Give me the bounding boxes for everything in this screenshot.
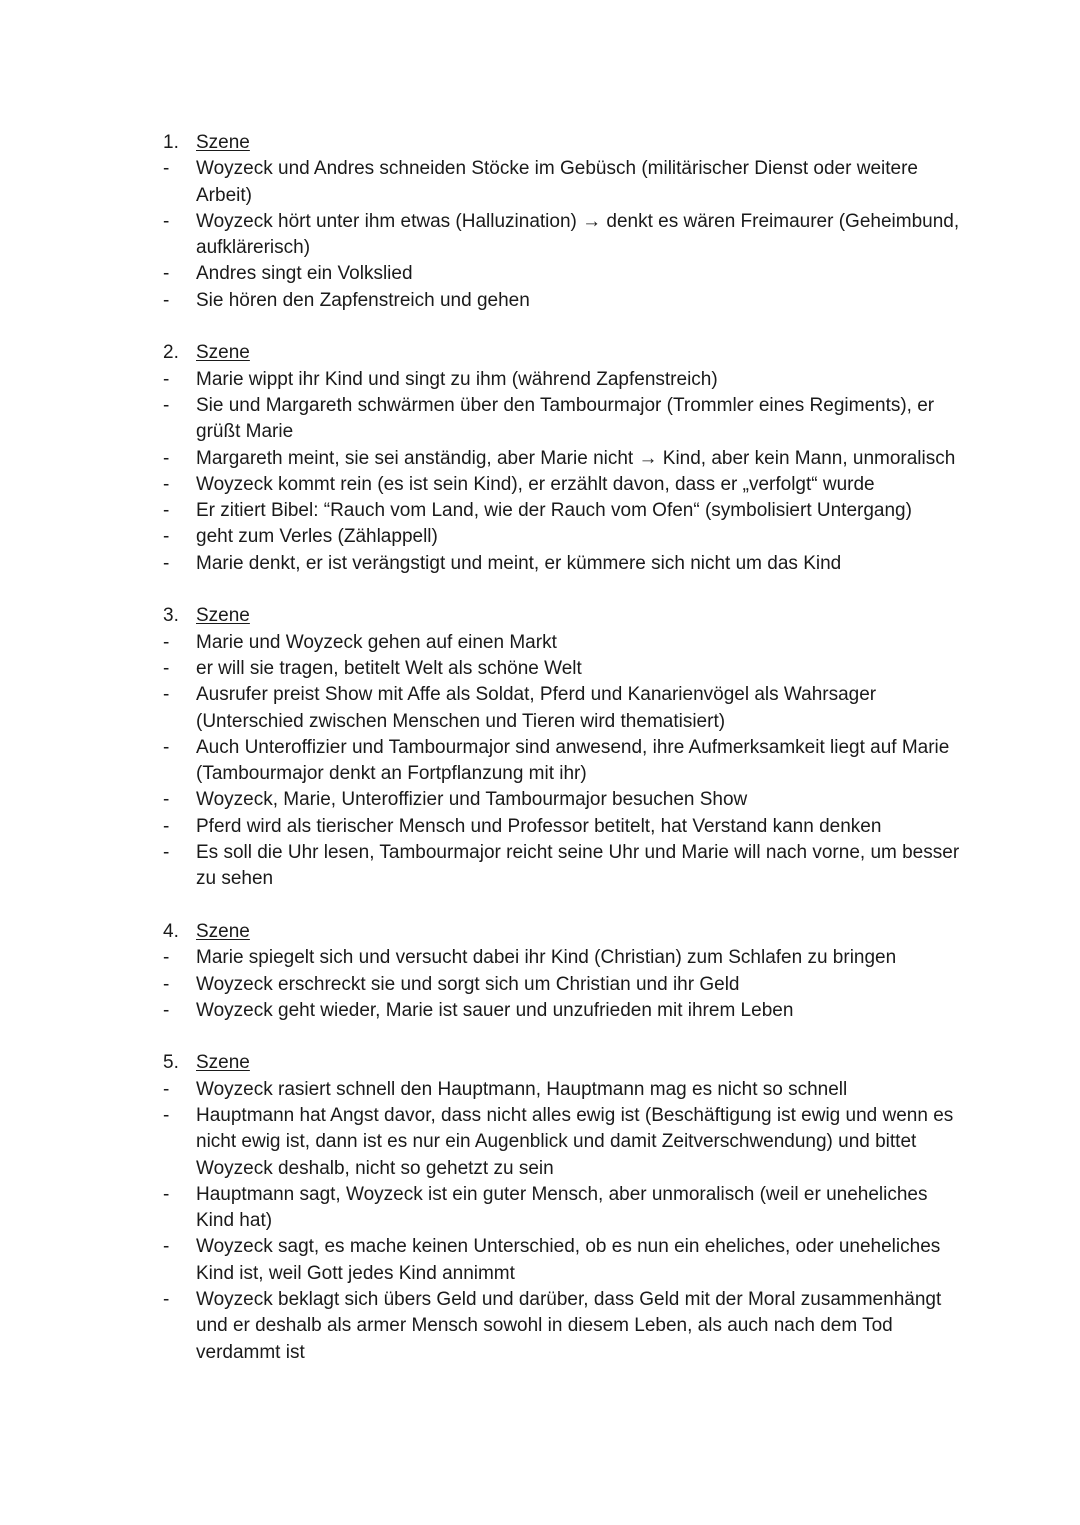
bullet-item — [163, 656, 963, 682]
dash-marker: - — [163, 158, 170, 180]
dash-marker: - — [163, 1236, 170, 1258]
bullet-text: Woyzeck, Marie, Unteroffizier und Tambourmajor besuchen Show — [196, 789, 748, 811]
bullet-text: Sie hören den Zapfenstreich und gehen — [196, 289, 530, 311]
bullet-text: Marie denkt, er ist verängstigt und meint, er kümmere sich nicht um das Kind — [196, 552, 842, 574]
dash-marker: - — [163, 394, 170, 416]
bullet-text: Andres singt ein Volkslied — [196, 263, 413, 285]
scene-title: Szene — [196, 342, 250, 364]
scene-heading — [163, 603, 963, 629]
scene-title: Szene — [196, 1052, 250, 1074]
bullet-text: Er zitiert Bibel: “Rauch vom Land, wie der Rauch vom Ofen“ (symbolisiert Untergang) — [196, 500, 912, 522]
bullet-item — [163, 814, 963, 840]
dash-marker: - — [163, 657, 170, 679]
dash-marker: - — [163, 947, 170, 969]
bullet-text: er will sie tragen, betitelt Welt als schöne Welt — [196, 657, 582, 679]
bullet-item — [163, 945, 963, 971]
bullet-item — [163, 1103, 963, 1182]
bullet-item — [163, 261, 963, 287]
bullet-text: Margareth meint, sie sei anständig, aber Marie nicht → Kind, aber kein Mann, unmoralisch — [196, 447, 956, 469]
dash-marker: - — [163, 447, 170, 469]
scene-title: Szene — [196, 605, 250, 627]
bullet-item — [163, 1287, 963, 1366]
bullet-text: Sie und Margareth schwärmen über den Tambourmajor (Trommler eines Regiments), er grüßt Marie — [196, 394, 935, 443]
bullet-item — [163, 472, 963, 498]
dash-marker: - — [163, 999, 170, 1021]
dash-marker: - — [163, 210, 170, 232]
bullet-item — [163, 524, 963, 550]
dash-marker: - — [163, 263, 170, 285]
bullet-item — [163, 630, 963, 656]
bullet-text: Woyzeck sagt, es mache keinen Unterschied, ob es nun ein eheliches, oder uneheliches Kind ist, weil Gott jedes Kind annimmt — [196, 1236, 941, 1284]
dash-marker: - — [163, 842, 170, 864]
bullet-text: Woyzeck beklagt sich übers Geld und darüber, dass Geld mit der Moral zusammenhängt und er deshalb als armer Mensch sowohl in diesem Leben, als auch nach dem Tod verdammt ist — [196, 1289, 942, 1363]
bullet-text: geht zum Verles (Zählappell) — [196, 526, 438, 548]
bullet-text: Pferd wird als tierischer Mensch und Professor betitelt, hat Verstand kann denken — [196, 815, 882, 837]
bullet-text: Woyzeck und Andres schneiden Stöcke im Gebüsch (militärischer Dienst oder weitere Arbeit) — [196, 158, 918, 206]
dash-marker: - — [163, 368, 170, 390]
bullet-item — [163, 367, 963, 393]
dash-marker: - — [163, 1104, 170, 1126]
dash-marker: - — [163, 631, 170, 653]
dash-marker: - — [163, 973, 170, 995]
bullet-text: Ausrufer preist Show mit Affe als Soldat, Pferd und Kanarienvögel als Wahrsager (Unterschied zwischen Menschen und Tieren wird thematisiert) — [196, 684, 877, 732]
bullet-item — [163, 551, 963, 577]
bullet-item — [163, 787, 963, 813]
dash-marker: - — [163, 736, 170, 758]
bullet-item — [163, 393, 963, 446]
scene-number: 3. — [163, 605, 179, 627]
dash-marker: - — [163, 526, 170, 548]
scene-heading — [163, 919, 963, 945]
bullet-item — [163, 156, 963, 209]
bullet-text: Marie und Woyzeck gehen auf einen Markt — [196, 631, 557, 653]
bullet-text: Woyzeck erschreckt sie und sorgt sich um Christian und ihr Geld — [196, 973, 740, 995]
bullet-text: Woyzeck kommt rein (es ist sein Kind), er erzählt davon, dass er „verfolgt“ wurde — [196, 473, 875, 495]
bullet-item — [163, 682, 963, 735]
bullet-item — [163, 1182, 963, 1235]
dash-marker: - — [163, 1289, 170, 1311]
dash-marker: - — [163, 473, 170, 495]
bullet-item — [163, 209, 963, 262]
scene-2 — [163, 340, 963, 577]
scene-title: Szene — [196, 132, 250, 153]
dash-marker: - — [163, 815, 170, 837]
scene-title: Szene — [196, 920, 250, 942]
bullet-text: Woyzeck hört unter ihm etwas (Halluzination) → denkt es wären Freimaurer (Geheimbund, aufklärerisch) — [196, 210, 960, 259]
dash-marker: - — [163, 789, 170, 811]
bullet-text: Hauptmann sagt, Woyzeck ist ein guter Mensch, aber unmoralisch (weil er uneheliches Kind hat) — [196, 1183, 928, 1232]
bullet-text: Woyzeck geht wieder, Marie ist sauer und unzufrieden mit ihrem Leben — [196, 999, 794, 1021]
bullet-text: Marie wippt ihr Kind und singt zu ihm (während Zapfenstreich) — [196, 368, 718, 390]
bullet-text: Woyzeck rasiert schnell den Hauptmann, Hauptmann mag es nicht so schnell — [196, 1078, 848, 1100]
bullet-text: Es soll die Uhr lesen, Tambourmajor reicht seine Uhr und Marie will nach vorne, um besser zu sehen — [196, 842, 960, 890]
dash-marker: - — [163, 500, 170, 522]
bullet-item — [163, 735, 963, 788]
scene-number: 4. — [163, 920, 179, 942]
dash-marker: - — [163, 1183, 170, 1205]
scene-number: 1. — [163, 132, 179, 153]
bullet-item — [163, 972, 963, 998]
scene-heading — [163, 130, 963, 156]
dash-marker: - — [163, 552, 170, 574]
bullet-item — [163, 288, 963, 314]
bullet-text: Hauptmann hat Angst davor, dass nicht alles ewig ist (Beschäftigung ist ewig und wenn es nicht ewig ist, dann ist es nur ein Augenblick und damit Zeitverschwendung) und bittet Woyzeck deshalb, nicht so gehetzt zu sein — [196, 1104, 954, 1179]
bullet-item — [163, 998, 963, 1024]
scene-3 — [163, 603, 963, 892]
scene-5 — [163, 1050, 963, 1366]
bullet-item — [163, 1077, 963, 1103]
scene-1 — [163, 130, 963, 314]
bullet-text: Marie spiegelt sich und versucht dabei ihr Kind (Christian) zum Schlafen zu bringen — [196, 947, 897, 969]
bullet-item — [163, 1234, 963, 1287]
bullet-item — [163, 446, 963, 472]
scene-heading — [163, 340, 963, 366]
dash-marker: - — [163, 684, 170, 706]
scene-heading — [163, 1050, 963, 1076]
bullet-text: Auch Unteroffizier und Tambourmajor sind anwesend, ihre Aufmerksamkeit liegt auf Marie (Tambourmajor denkt an Fortpflanzung mit ihr) — [196, 736, 950, 785]
bullet-item — [163, 840, 963, 893]
bullet-item — [163, 498, 963, 524]
dash-marker: - — [163, 289, 170, 311]
scene-number: 5. — [163, 1052, 179, 1074]
scene-4 — [163, 919, 963, 1024]
scene-number: 2. — [163, 342, 179, 364]
notes-content — [163, 130, 963, 1392]
dash-marker: - — [163, 1078, 170, 1100]
